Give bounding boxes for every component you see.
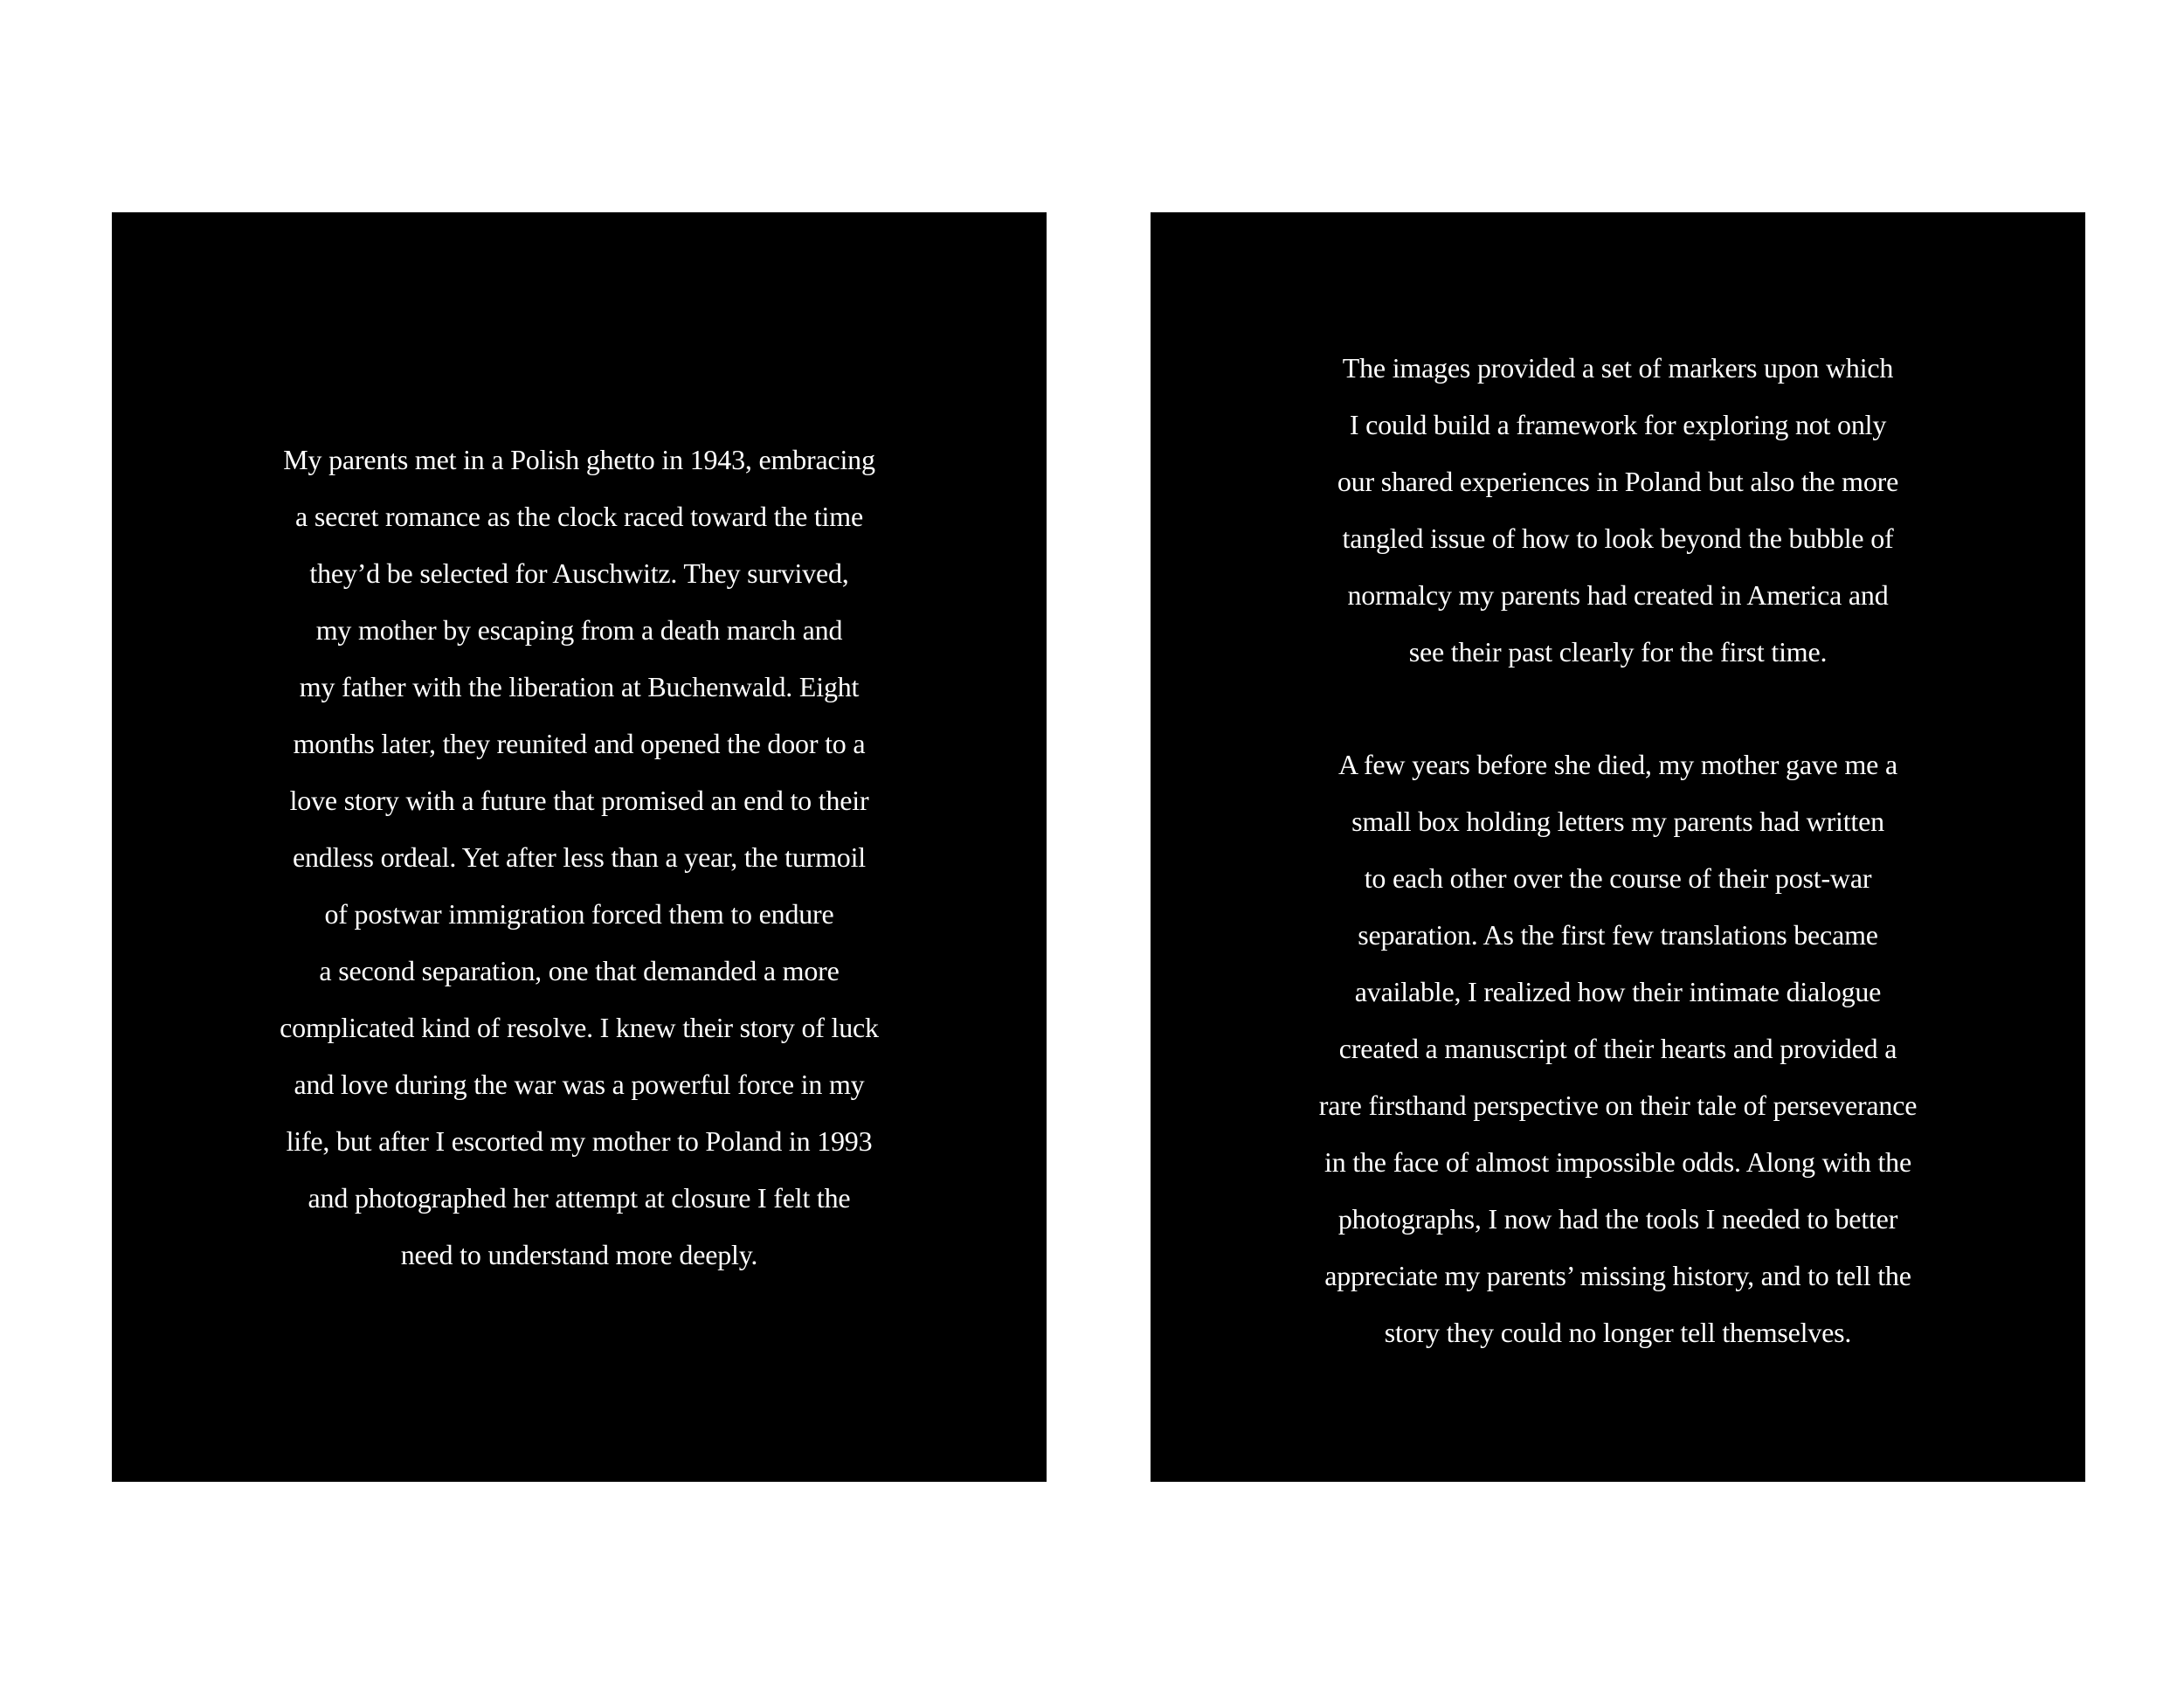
paragraph-line: normalcy my parents had created in America and (1347, 579, 1889, 611)
right-page-paragraph-1 (1151, 340, 2085, 681)
right-page-paragraph-2 (1151, 737, 2085, 1361)
paragraph-line: endless ordeal. Yet after less than a year, the turmoil (293, 841, 866, 873)
paragraph-line: small box holding letters my parents had written (1351, 806, 1884, 837)
paragraph-line: appreciate my parents’ missing history, and to tell the (1324, 1260, 1911, 1291)
paragraph-line: story they could no longer tell themselves. (1384, 1317, 1852, 1348)
paragraph-line: I could build a framework for exploring not only (1349, 409, 1887, 440)
paragraph-line: The images provided a set of markers upon which (1342, 352, 1894, 384)
paragraph-line: separation. As the first few translations became (1358, 919, 1878, 951)
paragraph-line: life, but after I escorted my mother to Poland in 1993 (286, 1125, 873, 1157)
paragraph-line: months later, they reunited and opened the door to a (293, 728, 866, 759)
paragraph-line: rare firsthand perspective on their tale of perseverance (1318, 1090, 1918, 1121)
paragraph-line: need to understand more deeply. (400, 1239, 758, 1270)
paragraph-line: photographs, I now had the tools I needed to better (1337, 1203, 1898, 1235)
paragraph-line: tangled issue of how to look beyond the bubble of (1342, 522, 1894, 554)
paragraph-line: see their past clearly for the first time. (1408, 636, 1828, 668)
paragraph-line: My parents met in a Polish ghetto in 1943, embracing (283, 444, 875, 475)
left-page-paragraph (112, 432, 1047, 1283)
paragraph-line: love story with a future that promised an end to their (289, 785, 869, 816)
paragraph-line: A few years before she died, my mother gave me a (1338, 749, 1897, 780)
paragraph-line: my father with the liberation at Buchenwald. Eight (299, 671, 860, 702)
left-page (112, 212, 1047, 1482)
paragraph-line: of postwar immigration forced them to endure (324, 898, 834, 930)
paragraph-line: in the face of almost impossible odds. Along with the (1324, 1146, 1911, 1178)
right-page (1151, 212, 2085, 1482)
paragraph-line: our shared experiences in Poland but also the more (1337, 466, 1899, 497)
paragraph-line: and photographed her attempt at closure I felt the (308, 1182, 851, 1214)
paragraph-line: available, I realized how their intimate dialogue (1354, 976, 1882, 1007)
paragraph-line: complicated kind of resolve. I knew their story of luck (280, 1012, 879, 1043)
paragraph-line: and love during the war was a powerful force in my (294, 1069, 865, 1100)
paragraph-line: they’d be selected for Auschwitz. They survived, (309, 557, 849, 589)
paragraph-line: my mother by escaping from a death march and (315, 614, 843, 646)
paragraph-line: a second separation, one that demanded a more (319, 955, 840, 986)
paragraph-line: created a manuscript of their hearts and provided a (1338, 1033, 1897, 1064)
paragraph-line: to each other over the course of their post-war (1364, 862, 1872, 894)
paragraph-line: a secret romance as the clock raced toward the time (295, 501, 863, 532)
